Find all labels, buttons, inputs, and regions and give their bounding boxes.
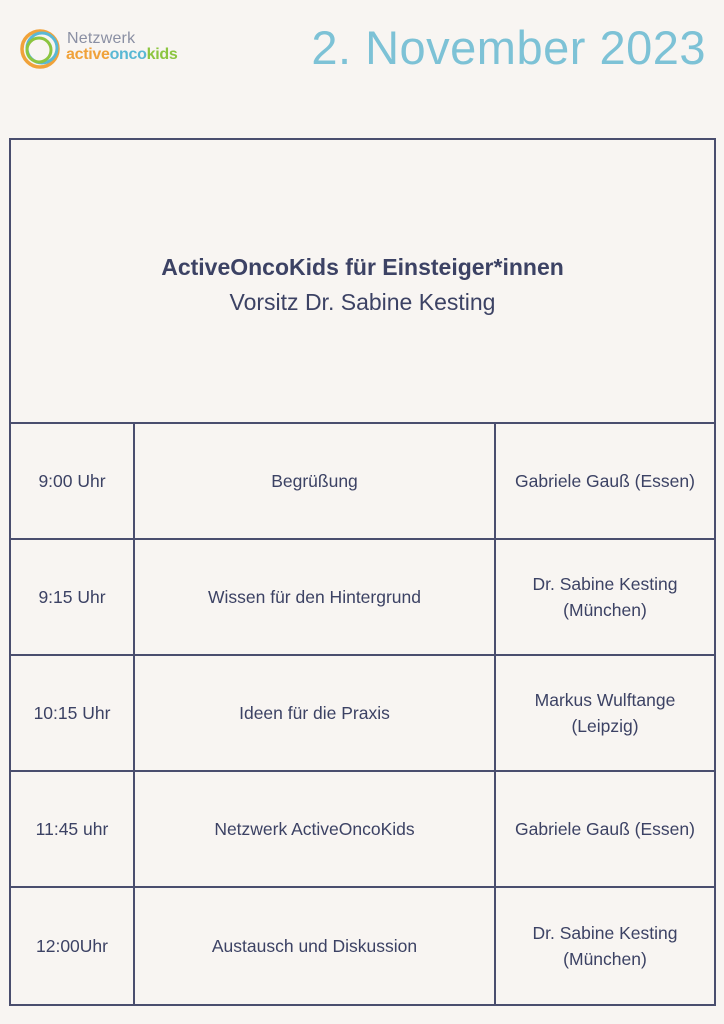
logo-text-active: active (66, 46, 110, 63)
event-date: 2. November 2023 (311, 21, 706, 74)
time-cell: 9:00 Uhr (11, 424, 135, 538)
session-title: ActiveOncoKids für Einsteiger*innen (161, 254, 564, 280)
schedule-table (9, 138, 716, 1006)
topic-cell: Begrüßung (135, 424, 496, 538)
topic-cell: Wissen für den Hintergrund (135, 540, 496, 654)
table-row (11, 424, 714, 540)
table-row (11, 656, 714, 772)
speaker-cell: Markus Wulftange (Leipzig) (534, 689, 676, 736)
session-chair: Vorsitz Dr. Sabine Kesting (229, 289, 496, 315)
table-header (11, 140, 714, 424)
logo-rings-icon (18, 26, 64, 72)
logo-text-kids: kids (146, 46, 178, 63)
topic-cell: Austausch und Diskussion (135, 888, 496, 1004)
schedule-rows (11, 424, 714, 1004)
table-row (11, 540, 714, 656)
speaker-cell: Gabriele Gauß (Essen) (515, 818, 695, 839)
speaker-cell: Gabriele Gauß (Essen) (515, 470, 695, 491)
topic-cell: Ideen für die Praxis (135, 656, 496, 770)
logo-text-onco: onco (109, 46, 147, 63)
time-cell: 10:15 Uhr (11, 656, 135, 770)
speaker-cell: Dr. Sabine Kesting (München) (532, 922, 678, 969)
time-cell: 9:15 Uhr (11, 540, 135, 654)
logo-text-netzwerk: Netzwerk (67, 30, 136, 47)
time-cell: 11:45 uhr (11, 772, 135, 886)
time-cell: 12:00Uhr (11, 888, 135, 1004)
table-row (11, 888, 714, 1004)
logo (18, 26, 198, 72)
table-row (11, 772, 714, 888)
topic-cell: Netzwerk ActiveOncoKids (135, 772, 496, 886)
speaker-cell: Dr. Sabine Kesting (München) (532, 573, 678, 620)
logo-text-activeoncokids (66, 46, 177, 64)
